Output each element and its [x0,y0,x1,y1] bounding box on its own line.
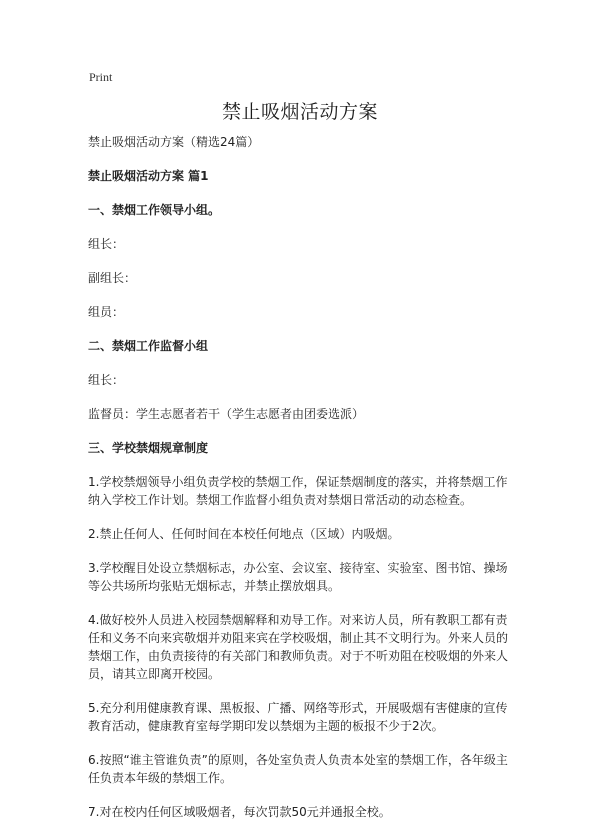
heading-leadership-group: 一、禁烟工作领导小组。 [88,203,221,217]
heading-school-rules: 三、学校禁烟规章制度 [88,441,209,455]
page-title: 禁止吸烟活动方案 [221,101,378,123]
section-title: 禁止吸烟活动方案 篇1 [88,169,209,183]
spacer [88,228,518,235]
leader-line: 组长： [88,237,125,251]
spacer [88,692,518,699]
document-subtitle: 禁止吸烟活动方案（精选24篇） [88,135,260,149]
spacer [88,262,518,269]
rule-6: 6.按照“谁主管谁负责”的原则，各处室负责人负责本处室的禁烟工作，各年级主任负责本年级的禁烟工作。 [88,753,508,785]
spacer [88,552,518,559]
spacer [88,518,518,525]
spacer [88,160,518,167]
leader-line-2: 组长： [88,373,125,387]
spacer [88,296,518,303]
spacer [88,364,518,371]
rule-2: 2.禁止任何人、任何时间在本校任何地点（区域）内吸烟。 [88,527,400,541]
rule-1: 1.学校禁烟领导小组负责学校的禁烟工作，保证禁烟制度的落实，并将禁烟工作纳入学校工作计划。禁烟工作监督小组负责对禁烟日常活动的动态检查。 [88,475,508,507]
spacer [88,330,518,337]
vice-leader-line: 副组长： [88,271,137,285]
spacer [88,796,518,803]
print-link[interactable]: Print [89,70,113,84]
members-line: 组员： [88,305,125,319]
heading-supervision-group: 二、禁烟工作监督小组 [88,339,209,353]
spacer [88,744,518,751]
document-body [88,133,518,830]
spacer [88,604,518,611]
spacer [88,398,518,405]
rule-5: 5.充分利用健康教育课、黑板报、广播、网络等形式，开展吸烟有害健康的宣传教育活动，健康教育室每学期印发以禁烟为主题的板报不少于2次。 [88,701,508,733]
rule-4: 4.做好校外人员进入校园禁烟解释和劝导工作。对来访人员，所有教职工都有责任和义务不向来宾敬烟并劝阻来宾在学校吸烟，制止其不文明行为。外来人员的禁烟工作，由负责接待的有关部门和教师负责。对于不听劝阻在校吸烟的外来人员，请其立即离开校园。 [88,613,509,681]
rule-7: 7.对在校内任何区域吸烟者，每次罚款50元并通报全校。 [88,805,391,819]
spacer [88,194,518,201]
spacer [88,432,518,439]
supervisor-line: 监督员：学生志愿者若干（学生志愿者由团委选派） [88,407,365,421]
spacer [88,466,518,473]
rule-3: 3.学校醒目处设立禁烟标志，办公室、会议室、接待室、实验室、图书馆、操场等公共场所均张贴无烟标志，并禁止摆放烟具。 [88,561,508,593]
